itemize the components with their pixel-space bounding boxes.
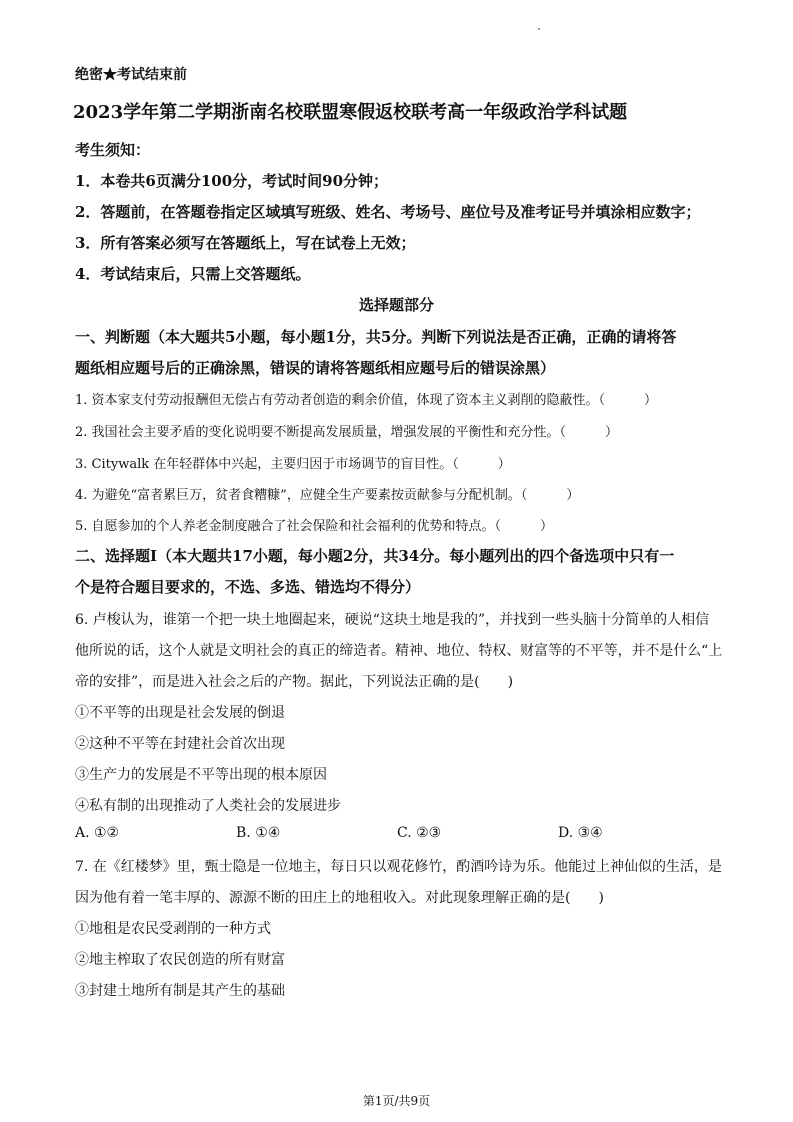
notice-item: 1．本卷共6页满分100分，考试时间90分钟； xyxy=(75,172,389,190)
question-6-stem: 他所说的话，这个人就是文明社会的真正的缔造者。精神、地位、特权、财富等的不平等，并不是什么“上 xyxy=(75,643,723,659)
option-b: B. ①④ xyxy=(236,825,281,841)
notice-heading: 考生须知： xyxy=(75,141,151,159)
question-6-statement: ③生产力的发展是不平等出现的根本原因 xyxy=(75,767,327,783)
notice-item: 3．所有答案必须写在答题纸上，写在试卷上无效； xyxy=(75,234,416,252)
part2-heading-cont: 个是符合题目要求的，不选、多选、错选均不得分） xyxy=(75,578,421,596)
judgement-question: 1. 资本家支付劳动报酬但无偿占有劳动者创造的剩余价值，体现了资本主义剥削的隐蔽性。（ ） xyxy=(75,393,658,408)
question-7-statement: ②地主榨取了农民创造的所有财富 xyxy=(75,952,285,968)
judgement-question: 5. 自愿参加的个人养老金制度融合了社会保险和社会福利的优势和特点。（ ） xyxy=(75,519,554,534)
scan-dot xyxy=(538,28,540,30)
question-6-statement: ②这种不平等在封建社会首次出现 xyxy=(75,736,285,752)
question-6-statement: ④私有制的出现推动了人类社会的发展进步 xyxy=(75,798,341,814)
exam-title: 2023学年第二学期浙南名校联盟寒假返校联考高一年级政治学科试题 xyxy=(73,102,628,123)
option-c: C. ②③ xyxy=(397,825,442,841)
notice-item: 2．答题前，在答题卷指定区域填写班级、姓名、考场号、座位号及准考证号并填涂相应数字； xyxy=(75,203,701,221)
part1-heading-cont: 题纸相应题号后的正确涂黑，错误的请将答题纸相应题号后的错误涂黑） xyxy=(75,359,556,377)
part2-heading: 二、选择题Ⅰ（本大题共17小题，每小题2分，共34分。每小题列出的四个备选项中只有一 xyxy=(75,547,675,565)
question-7-stem: 7. 在《红楼梦》里，甄士隐是一位地主，每日只以观花修竹，酌酒吟诗为乐。他能过上神仙似的生活，是 xyxy=(75,859,722,875)
question-7-stem: 因为他有着一笔丰厚的、源源不断的田庄上的地租收入。对此现象理解正确的是( ) xyxy=(75,890,604,906)
question-7-statement: ③封建土地所有制是其产生的基础 xyxy=(75,983,285,999)
section-title: 选择题部分 xyxy=(358,296,434,314)
judgement-question: 3. Citywalk 在年轻群体中兴起，主要归因于市场调节的盲目性。（ ） xyxy=(75,457,511,472)
question-6-statement: ①不平等的出现是社会发展的倒退 xyxy=(75,705,285,721)
option-a: A. ①② xyxy=(75,825,120,841)
judgement-question: 2. 我国社会主要矛盾的变化说明要不断提高发展质量，增强发展的平衡性和充分性。（ ） xyxy=(75,425,619,440)
question-6-stem: 帝的安排”，而是进入社会之后的产物。据此，下列说法正确的是( ) xyxy=(75,674,514,690)
question-6-stem: 6. 卢梭认为，谁第一个把一块土地圈起来，硬说“这块土地是我的”，并找到一些头脑十分简单的人相信 xyxy=(75,612,710,628)
confidential-label: 绝密★考试结束前 xyxy=(75,67,187,83)
page-number: 第1页/共9页 xyxy=(362,1094,431,1108)
option-d: D. ③④ xyxy=(558,825,603,841)
judgement-question: 4. 为避免“富者累巨万，贫者食糟糠”，应健全生产要素按贡献参与分配机制。（ ） xyxy=(75,488,580,503)
notice-item: 4．考试结束后，只需上交答题纸。 xyxy=(75,265,311,283)
question-7-statement: ①地租是农民受剥削的一种方式 xyxy=(75,921,271,937)
part1-heading: 一、判断题（本大题共5小题，每小题1分，共5分。判断下列说法是否正确，正确的请将答 xyxy=(75,328,677,346)
